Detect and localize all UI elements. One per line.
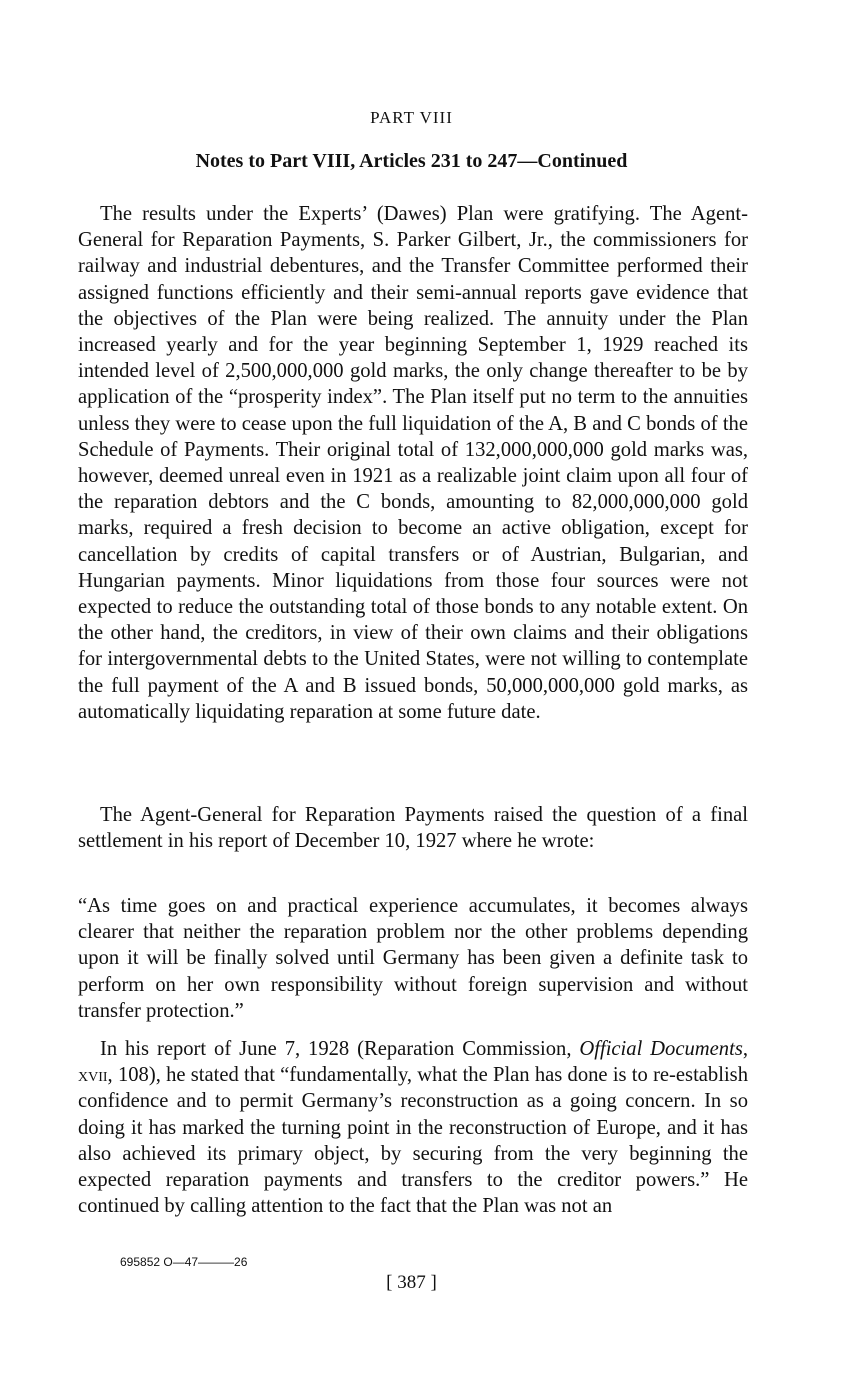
paragraph-final-settlement: The Agent-General for Reparation Payments raised the question of a final settlement in his report of December 10, 1927 where he wrote: [78, 804, 748, 853]
print-code: 695852 O—47———26 [120, 1255, 248, 1269]
volume-number: xvii [78, 1064, 108, 1087]
paragraph-dawes-plan-results: The results under the Experts’ (Dawes) Plan were gratifying. The Agent-General for Reparation Payments, S. Parker Gilbert, Jr., the commissioners for railway and industrial debentures, and the Transfer Committee performed their assigned functions efficiently and their semi-annual reports gave evidence that the objectives of the Plan were being realized. The annuity under the Plan increased yearly and for the year beginning September 1, 1929 reached its intended level of 2,500,000,000 gold marks, the only change thereafter to be by application of the “prosperity index”. The Plan itself put no term to the annuities unless they were to cease upon the full liquidation of the A, B and C bonds of the Schedule of Payments. Their original total of 132,000,000,000 gold marks was, however, deemed unreal even in 1921 as a realizable joint claim upon all four of the reparation debtors and the C bonds, amounting to 82,000,000,000 gold marks, required a fresh decision to become an active obligation, except for cancellation by credits of capital transfers or of Austrian, Bulgarian, and Hungarian payments. Minor liquidations from those four sources were not expected to reduce the outstanding total of those bonds to any notable extent. On the other hand, the creditors, in view of their own claims and their obligations for intergovernmental debts to the United States, were not willing to contemplate the full payment of the A and B issued bonds, 50,000,000,000 gold marks, as automatically liquidating reparation at some future date. [78, 203, 748, 723]
paragraph-june-report [78, 1036, 748, 1219]
section-title: Notes to Part VIII, Articles 231 to 247—Continued [195, 150, 628, 172]
official-documents-title: Official Documents [579, 1038, 743, 1060]
paragraph-june-report-rest: , 108), he stated that “fundamentally, what the Plan has done is to re-establish confidence and to permit Germany’s reconstruction as a going concern. In so doing it has marked the turning point in the reconstruction of Europe, and it has also achieved its primary object, by securing from the very beginning the expected reparation payments and transfers to the creditor powers.” He continued by calling attention to the fact that the Plan was not an [78, 1064, 748, 1218]
block-quote: “As time goes on and practical experience accumulates, it becomes always clearer that neither the reparation problem nor the other problems depending upon it will be finally solved until Germany has been given a definite task to perform on her own responsibility without foreign supervision and without transfer protection.” [78, 895, 748, 1022]
paragraph-june-report-start: In his report of June 7, 1928 (Reparation Commission, [100, 1038, 580, 1060]
page-number: [ 387 ] [386, 1272, 437, 1293]
paragraph-comma: , [742, 1038, 748, 1060]
part-title: PART VIII [370, 108, 453, 127]
